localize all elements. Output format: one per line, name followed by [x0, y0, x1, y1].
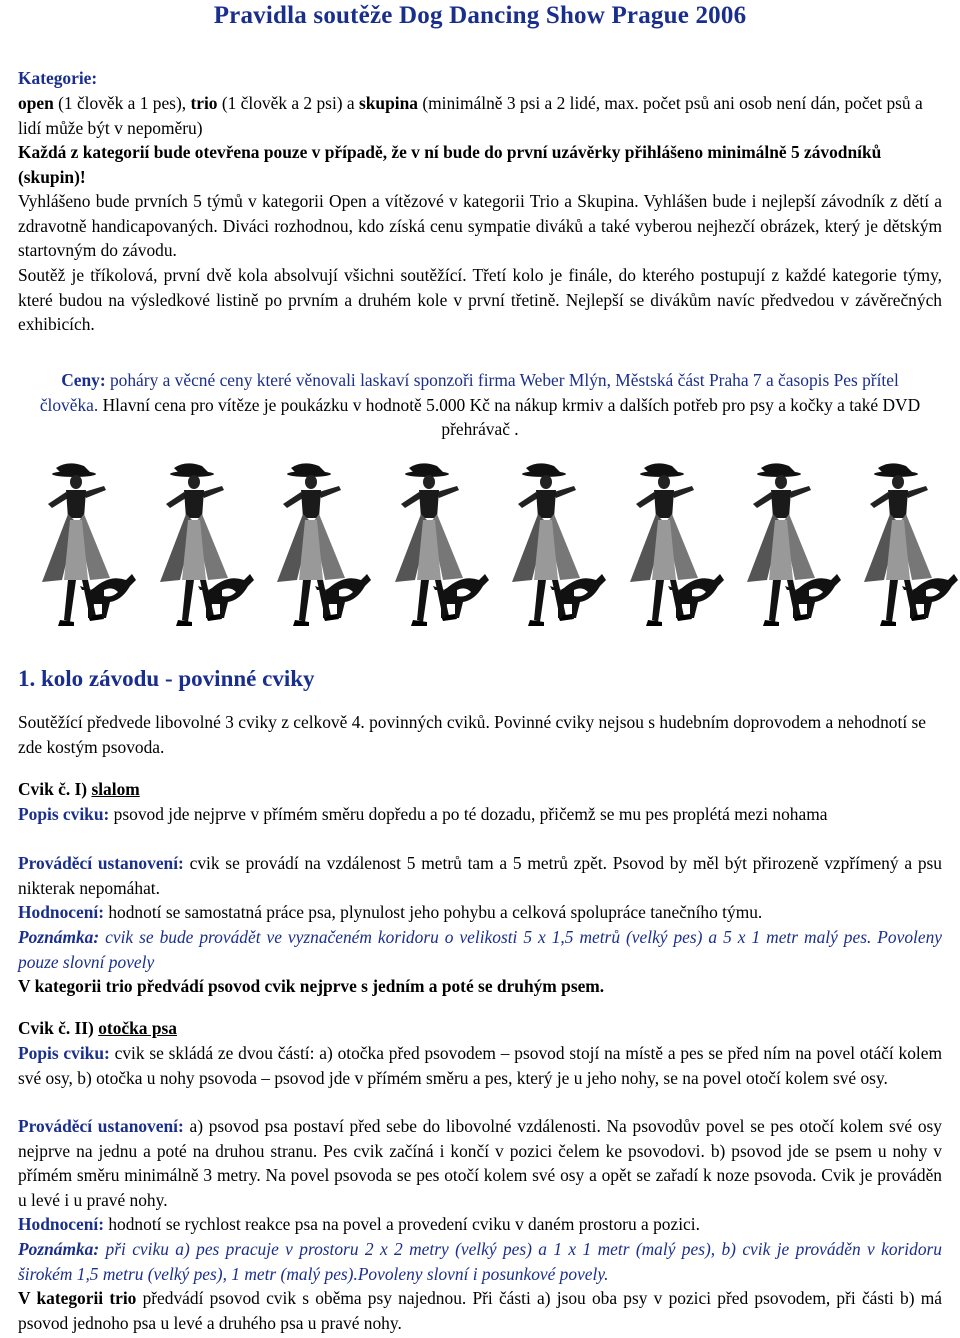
exercise1-execution: Prováděcí ustanovení: cvik se provádí na vzdálenost 5 metrů tam a 5 metrů zpět. Psovod by měl být přirozeně vzpřímený a psu nikterak nepomáhat.	[18, 853, 942, 898]
dog-dancer-row	[18, 462, 960, 632]
categories-note: Každá z kategorií bude otevřena pouze v případě, že v ní bude do první uzávěrky přihlášeno minimálně 5 závodníků (skupin)!	[18, 142, 882, 187]
exercise2-trio: V kategorii trio předvádí psovod cvik s oběma psy najednou. Při části a) jsou oba psy v pozici před psovodem, při části b) má psovod jednoho psa u levé a druhého psa u pravé nohy.	[18, 1288, 942, 1333]
dog-dancer-figure	[18, 462, 136, 632]
exercise1-evaluation: Hodnocení: hodnotí se samostatná práce psa, plynulost jeho pohybu a celková spolupráce tanečního týmu.	[18, 902, 763, 922]
dog-dancer-figure	[840, 462, 958, 632]
prizes-paragraph: Ceny: poháry a věcné ceny které věnovali laskaví sponzoři firma Weber Mlýn, Městská část Praha 7 a časopis Pes přítel člověka. Hlavní cena pro vítěze je poukázku v hodnotě 5.000 Kč na nákup krmiv a dalších potřeb pro psy a kočky a také DVD přehrávač .	[39, 370, 921, 439]
announcement-paragraph: Vyhlášeno bude prvních 5 týmů v kategorii Open a vítězové v kategorii Trio a Skupina. Vyhlášen bude i nejlepší závodník z dětí a zdravotně handicapovaných. Diváci rozhodnou, kdo získá cenu sympatie diváků a také vyberou nejhezčí obrázek, který je dětským startovným do závodu.	[18, 191, 942, 260]
exercise2-note: Poznámka: při cviku a) pes pracuje v prostoru 2 x 2 metry (velký pes) a 1 x 1 metr (malý pes), b) cvik je prováděn v koridoru širokém 1,5 metru (velký pes), 1 metr (malý pes).Povoleny slovní i posunkové povely.	[18, 1239, 942, 1284]
exercise2-execution: Prováděcí ustanovení: a) psovod psa postaví před sebe do libovolné vzdálenosti. Na psovodův povel se pes otočí kolem své osy nejprve na jednu a poté na druhou stranu. Pes cvik začíná i končí v pozici čelem ke psovodovi. b) psovod jde se psem u nohy v přímém směru minimálně 3 metry. Na povel psovoda se pes otočí kolem své osy a opět se zařadí k noze psovoda. Cvik je prováděn u levé i u pravé nohy.	[18, 1116, 942, 1210]
round1-intro: Soutěžící předvede libovolné 3 cviky z celkově 4. povinných cviků. Povinné cviky nejsou s hudebním doprovodem a nehodnotí se zde kostým psovoda.	[18, 712, 926, 757]
categories-list: open (1 člověk a 1 pes), trio (1 člověk a 2 psi) a skupina (minimálně 3 psi a 2 lidé, max. počet psů ani osob není dán, počet psů a lidí může být v nepoměru)	[18, 93, 923, 138]
exercise2-evaluation: Hodnocení: hodnotí se rychlost reakce psa na povel a provedení cviku v daném prostoru a pozici.	[18, 1214, 700, 1234]
exercise1-description: Popis cviku: psovod jde nejprve v přímém směru dopředu a po té dozadu, přičemž se mu pes proplétá mezi nohama	[18, 804, 828, 824]
exercise1-trio: V kategorii trio předvádí psovod cvik nejprve s jedním a poté se druhým psem.	[18, 976, 605, 996]
dog-dancer-figure	[488, 462, 606, 632]
rounds-paragraph: Soutěž je tříkolová, první dvě kola absolvují všichni soutěžící. Třetí kolo je finále, do kterého postupují z každé kategorie týmy, které budou na výsledkové listině po prvním a druhém kole v první třetině. Nejlepší se divákům navíc předvedou v závěrečných exhibicích.	[18, 265, 942, 334]
dog-dancer-figure	[606, 462, 724, 632]
dog-dancer-figure	[723, 462, 841, 632]
exercise2-description: Popis cviku: cvik se skládá ze dvou částí: a) otočka před psovodem – psovod stojí na místě a pes se před ním na povel otáčí kolem své osy, b) otočka u nohy psovoda – psovod jde v přímém směru a pes, který je u jeho nohy, se na povel otočí kolem své osy.	[18, 1043, 942, 1088]
page-title: Pravidla soutěže Dog Dancing Show Prague 2006	[213, 2, 747, 29]
dog-dancer-figure	[136, 462, 254, 632]
dog-dancer-figure	[371, 462, 489, 632]
categories-heading: Kategorie:	[18, 68, 98, 88]
exercise1-title: Cvik č. I) slalom	[18, 779, 140, 799]
exercise1-note: Poznámka: cvik se bude provádět ve vyznačeném koridoru o velikosti 5 x 1,5 metrů (velký pes) a 5 x 1 metr malý pes. Povoleny pouze slovní povely	[18, 927, 942, 972]
round1-heading: 1. kolo závodu - povinné cviky	[18, 666, 315, 691]
dog-dancer-figure	[253, 462, 371, 632]
exercise2-title: Cvik č. II) otočka psa	[18, 1018, 177, 1038]
